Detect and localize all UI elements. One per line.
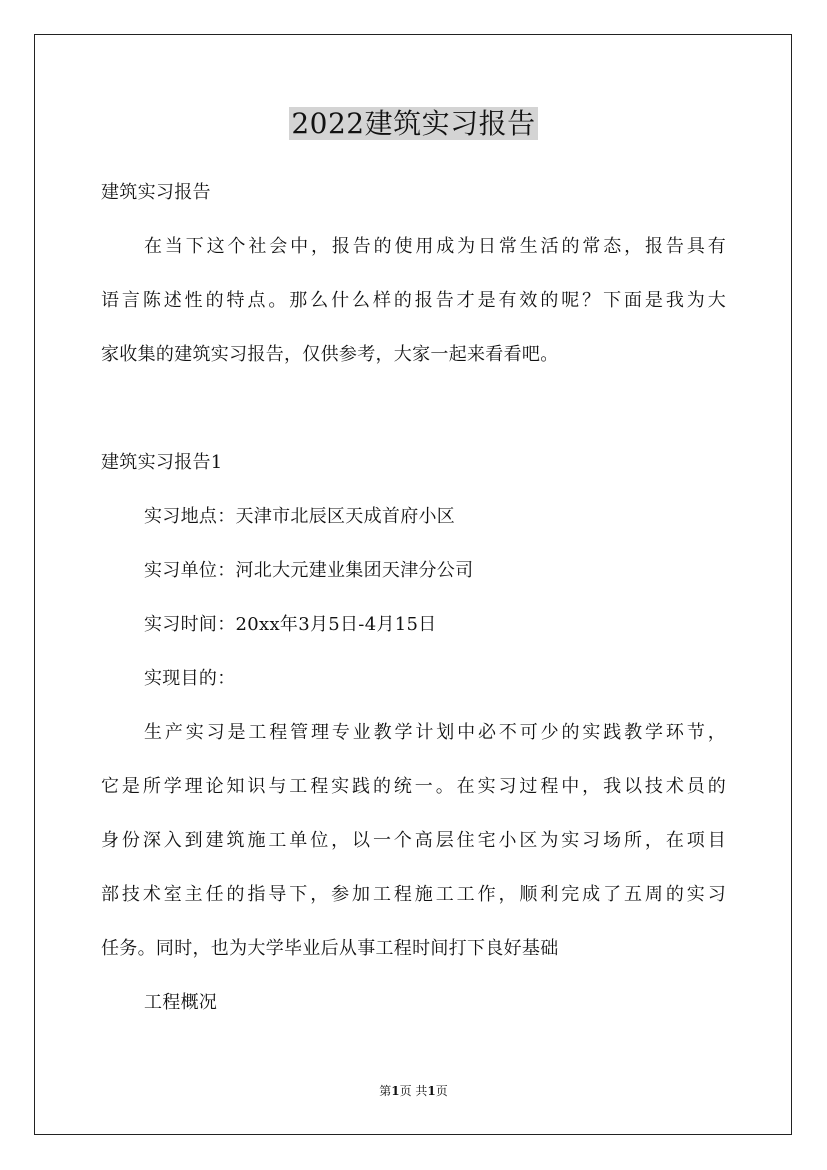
footer-prefix: 第 [379, 1084, 392, 1098]
footer-mid: 页 共 [399, 1084, 428, 1098]
footer-total-pages: 1 [427, 1084, 436, 1098]
page-footer [0, 1083, 827, 1099]
paragraph-gap [101, 382, 726, 436]
intro-line-2: 语言陈述性的特点。那么什么样的报告才是有效的呢？下面是我为大 [101, 290, 726, 311]
document-body [101, 166, 726, 1030]
purpose-label: 实现目的： [144, 668, 236, 689]
internship-time: 实习时间：20xx年3月5日-4月15日 [144, 614, 437, 635]
document-title-text: 2022建筑实习报告 [291, 107, 536, 140]
body-line-4: 部技术室主任的指导下，参加工程施工工作，顺利完成了五周的实习 [101, 884, 726, 905]
main-heading: 建筑实习报告 [101, 182, 211, 203]
body-line-2: 它是所学理论知识与工程实践的统一。在实习过程中，我以技术员的 [101, 776, 726, 797]
body-line-1: 生产实习是工程管理专业教学计划中必不可少的实践教学环节， [144, 722, 726, 743]
internship-location: 实习地点：天津市北辰区天成首府小区 [144, 506, 456, 527]
footer-page-number: 1 [391, 1084, 400, 1098]
body-line-3: 身份深入到建筑施工单位，以一个高层住宅小区为实习场所，在项目 [101, 830, 726, 851]
body-line-5: 任务。同时，也为大学毕业后从事工程时间打下良好基础 [101, 938, 559, 959]
footer-suffix: 页 [435, 1084, 448, 1098]
internship-unit: 实习单位：河北大元建业集团天津分公司 [144, 560, 474, 581]
overview-label: 工程概况 [144, 992, 218, 1013]
intro-line-3: 家收集的建筑实习报告，仅供参考，大家一起来看看吧。 [101, 344, 559, 365]
document-title [0, 103, 827, 144]
intro-line-1: 在当下这个社会中，报告的使用成为日常生活的常态，报告具有 [144, 236, 726, 257]
section-heading: 建筑实习报告1 [101, 452, 223, 473]
